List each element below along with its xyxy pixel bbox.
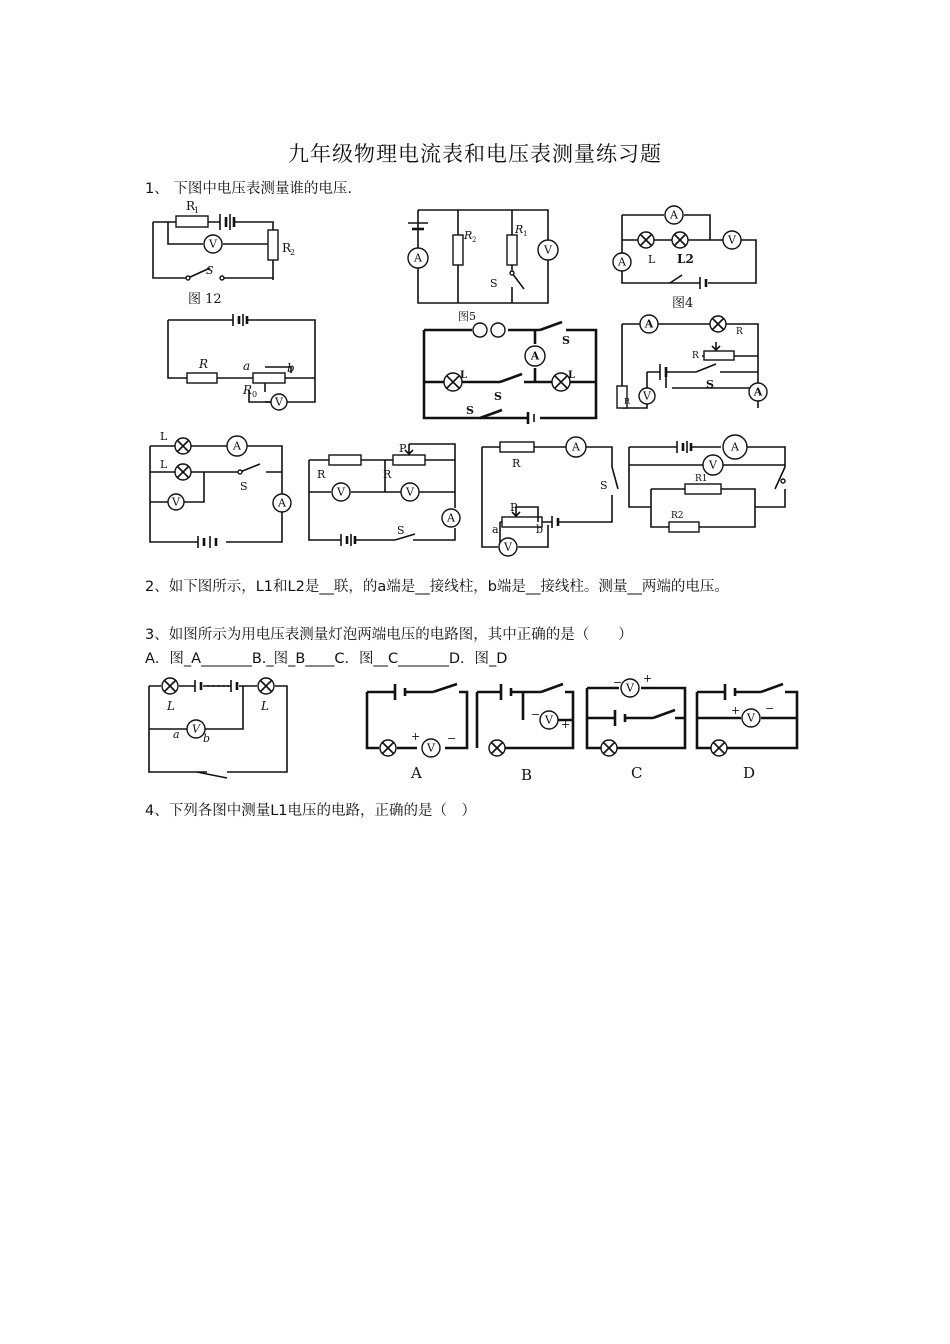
svg-text:V: V [728,233,736,247]
circuit-rheostat-a [612,312,772,412]
svg-text:A: A [530,349,540,363]
svg-text:L: L [261,699,269,713]
svg-text:R: R [383,468,392,481]
svg-text:S: S [706,378,714,391]
svg-text:S: S [206,264,214,277]
svg-text:0: 0 [252,390,258,399]
fig5-label: 图5 [458,310,476,323]
svg-text:+: + [731,704,741,717]
svg-text:R: R [736,327,743,337]
fig12-label: 图 12 [188,292,222,307]
svg-text:b: b [203,732,211,745]
svg-text:S: S [240,480,248,493]
question-1: 1、 下图中电压表测量谁的电压. [145,181,352,197]
svg-text:b: b [536,523,544,536]
svg-text:L: L [568,370,576,381]
svg-text:a: a [492,523,499,536]
svg-text:S: S [397,524,405,537]
svg-text:V: V [747,711,755,725]
circuit-fig4 [610,205,770,315]
svg-text:V: V [406,485,414,499]
svg-text:V: V [504,540,512,554]
svg-text:S: S [494,390,502,403]
svg-text:R2: R2 [671,511,684,521]
svg-text:+: + [411,730,421,743]
svg-text:A: A [618,255,626,269]
svg-text:V: V [337,485,345,499]
svg-text:S: S [562,334,570,347]
svg-text:L: L [460,370,468,381]
svg-text:V: V [545,713,553,727]
option-d-label: D [743,764,756,782]
svg-text:R1: R1 [695,474,708,484]
question-3: 3、如图所示为用电压表测量灯泡两端电压的电路图，其中正确的是（ ） [145,627,633,643]
svg-text:A: A [670,208,678,222]
circuit-r1-r2-parallel [625,437,790,537]
svg-text:R: R [243,383,253,397]
svg-text:A: A [414,251,422,265]
svg-text:L: L [160,458,168,471]
option-a-circuit [365,680,475,790]
svg-text:R: R [317,468,326,481]
svg-text:L: L [167,699,175,713]
circuit-r-a-p [478,437,628,552]
circuit-slider-r0 [165,312,325,412]
option-c-label: C [631,764,643,782]
svg-text:V: V [275,395,283,409]
svg-text:R: R [199,357,209,371]
svg-text:2: 2 [290,248,296,257]
svg-text:A: A [278,496,286,510]
fig4-label: 图4 [672,296,694,311]
option-a-label: A [411,764,422,782]
option-c-circuit [585,672,695,790]
svg-text:+: + [643,672,653,685]
svg-text:V: V [643,389,651,403]
circuit-fig5 [400,205,560,325]
question-3-options: A．图_A_______B._图_B____C．图__C_______D．图_D [145,651,508,667]
svg-text:P: P [510,501,518,514]
svg-text:b: b [287,361,295,375]
svg-text:S: S [600,479,608,492]
svg-text:a: a [173,728,180,741]
svg-text:R: R [464,229,473,242]
option-b-circuit [475,680,585,790]
svg-text:S: S [490,277,498,290]
svg-text:A: A [731,440,739,454]
svg-text:V: V [709,458,717,472]
svg-text:L: L [160,430,168,443]
svg-text:A: A [233,439,241,453]
svg-text:V: V [626,681,634,695]
circuit-q3-main [147,674,292,784]
svg-text:−: − [447,732,457,745]
svg-text:+: + [561,718,571,731]
svg-text:R: R [692,351,699,361]
svg-text:P: P [399,442,407,455]
option-d-circuit [695,680,805,790]
svg-text:A: A [572,440,580,454]
circuit-bold-lamps [420,320,600,430]
svg-text:A: A [753,385,763,399]
svg-text:A: A [447,511,455,525]
svg-text:1: 1 [523,230,528,238]
svg-text:R: R [282,241,292,255]
svg-text:R: R [624,397,631,406]
svg-text:−: − [613,676,623,689]
svg-text:−: − [531,708,541,721]
circuit-l1-l2-meters [148,430,298,545]
svg-text:R: R [515,223,524,236]
svg-text:V: V [544,243,552,257]
svg-text:L2: L2 [677,252,694,266]
svg-text:1: 1 [194,206,200,215]
svg-text:V: V [209,237,217,251]
svg-text:S: S [466,404,474,417]
circuit-r1-r2-v1-v2 [305,440,465,550]
svg-text:R: R [186,199,196,213]
svg-text:R: R [512,457,521,470]
question-4: 4、下列各图中测量L1电压的电路，正确的是（ ） [145,803,477,819]
svg-text:V: V [192,722,200,736]
svg-text:A: A [644,317,654,331]
circuit-fig12 [148,200,308,310]
svg-text:V: V [172,495,180,509]
svg-text:2: 2 [472,236,477,244]
svg-text:V: V [427,741,435,755]
question-2: 2、如下图所示，L1和L2是__联，的a端是__接线柱，b端是__接线柱。测量__两端的电压。 [145,579,729,595]
svg-text:L: L [648,253,656,266]
option-b-label: B [521,766,533,784]
svg-text:a: a [243,359,251,373]
page-title: 九年级物理电流表和电压表测量练习题 [288,142,662,166]
svg-text:−: − [765,702,775,715]
